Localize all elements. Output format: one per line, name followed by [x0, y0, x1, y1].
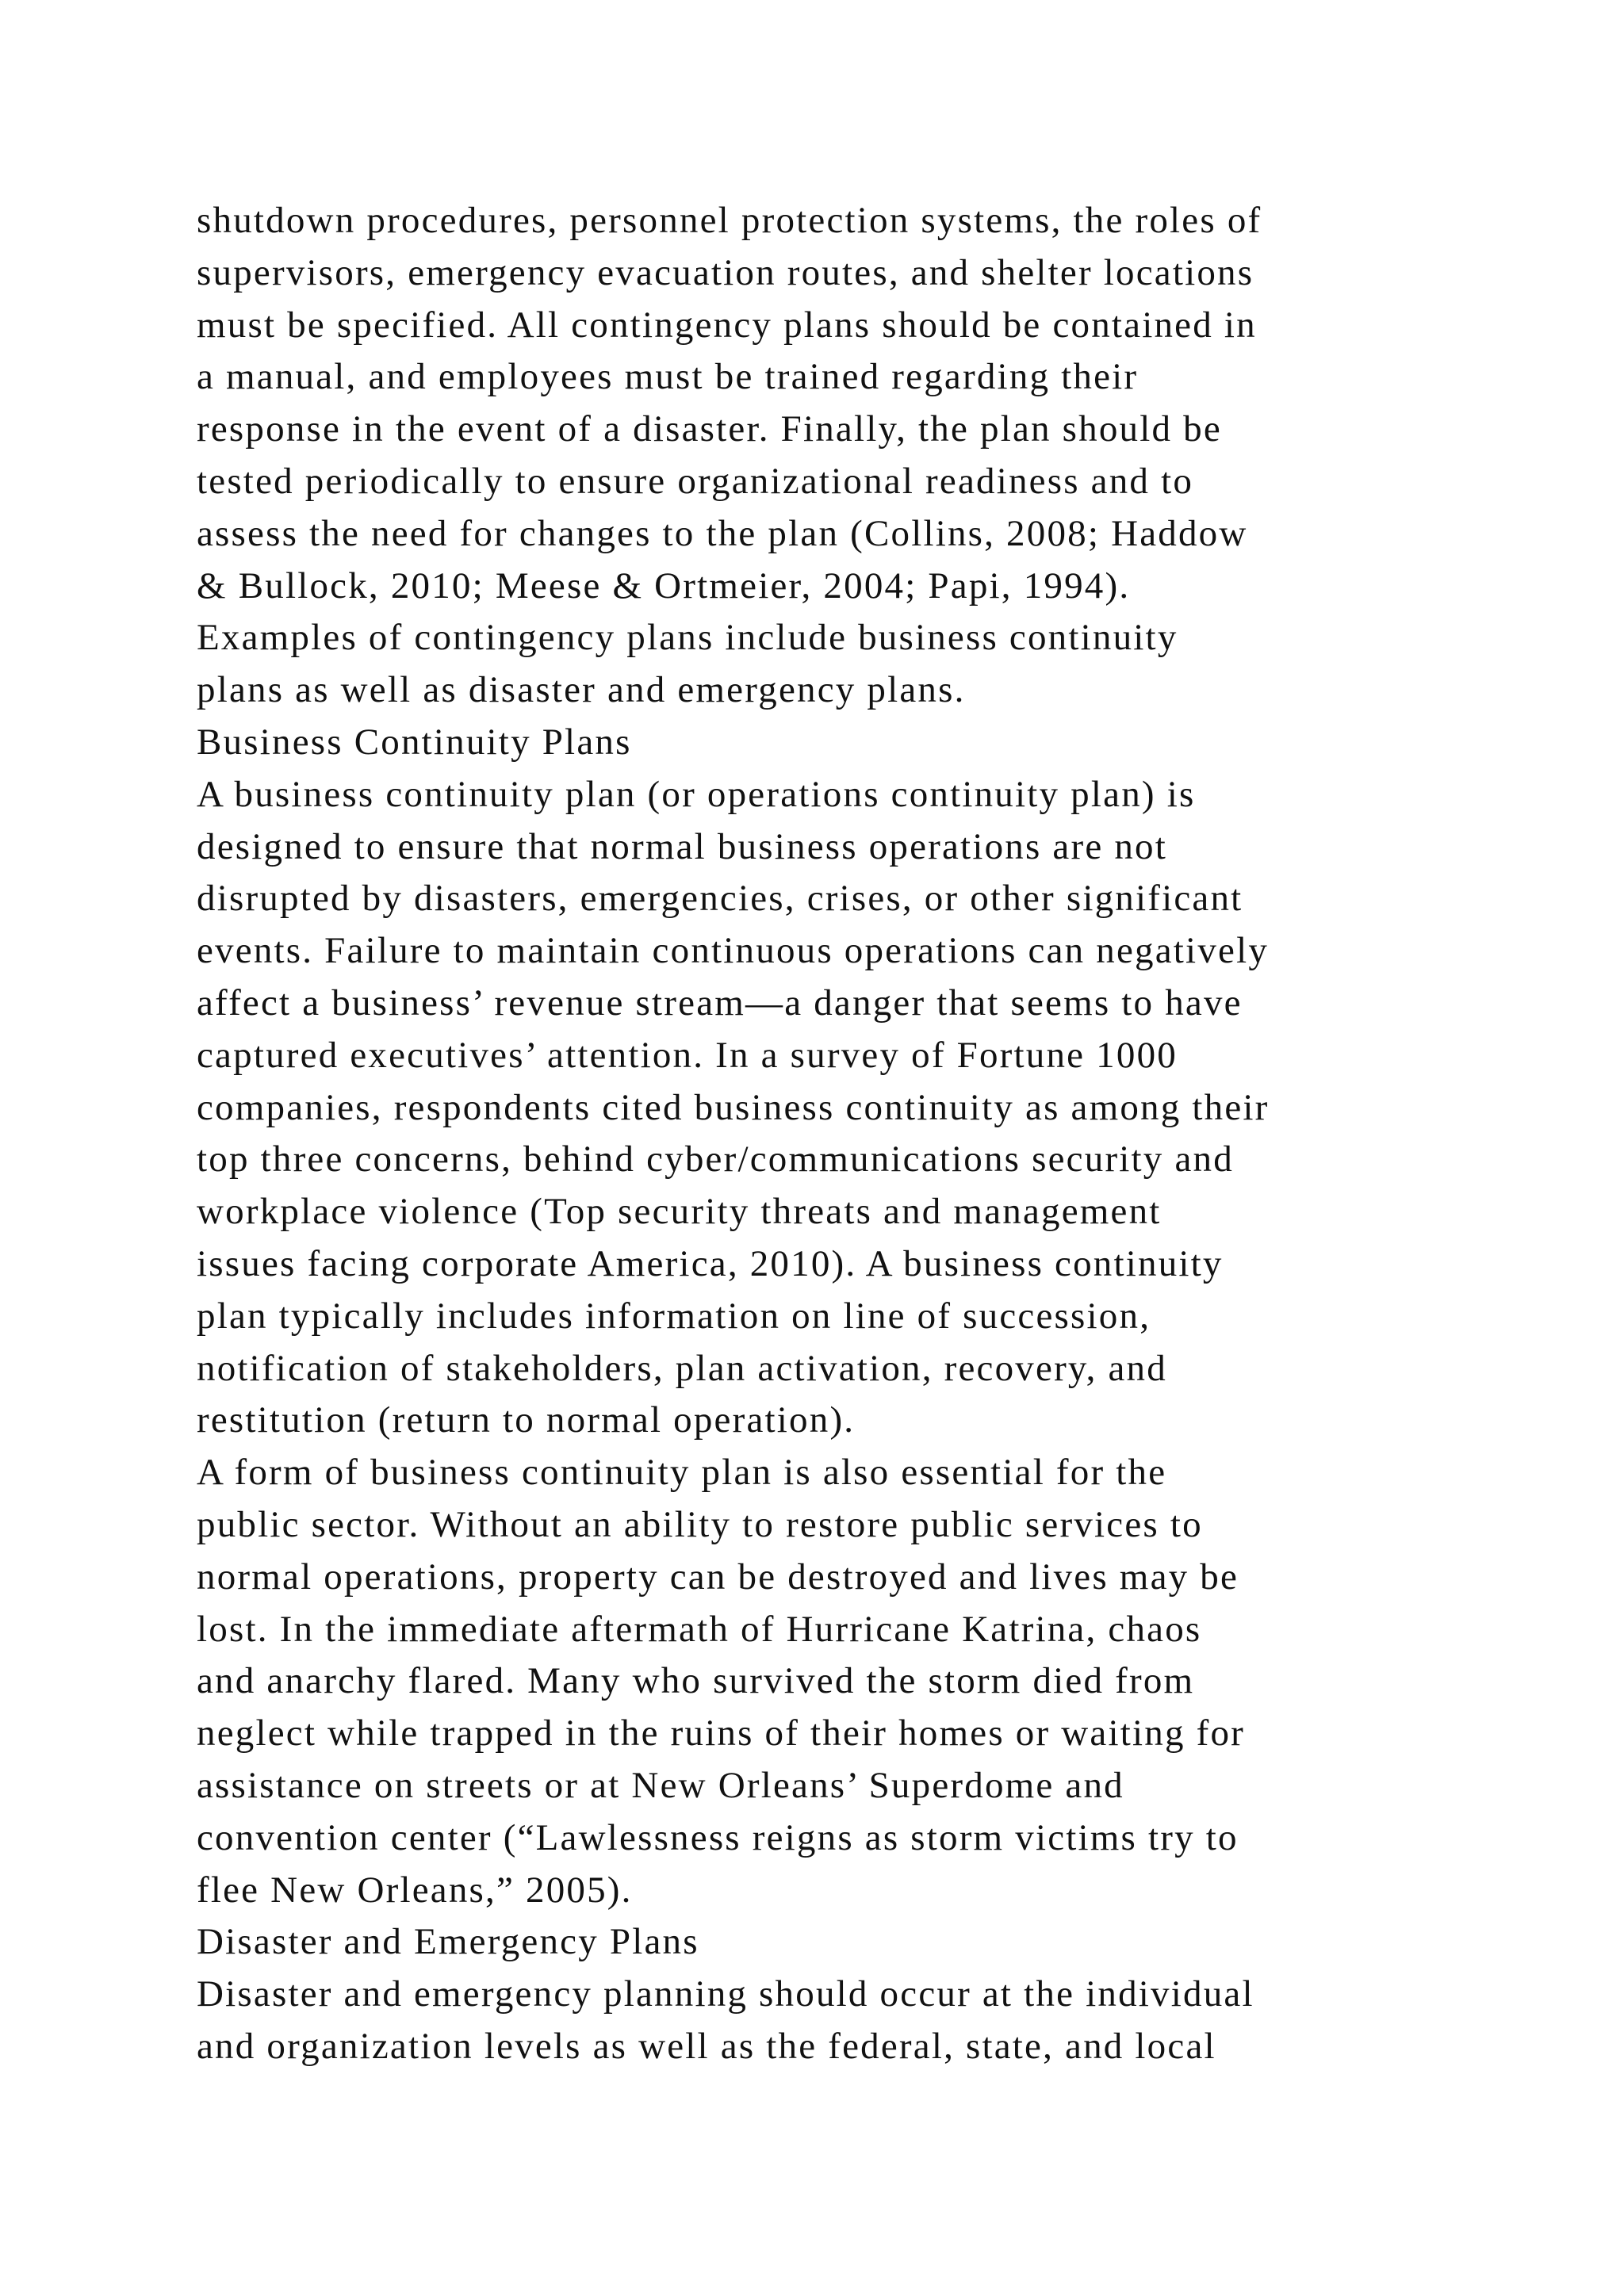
text-line: companies, respondents cited business continuity as among their	[197, 1086, 1270, 1128]
text-line: events. Failure to maintain continuous operations can negatively	[197, 930, 1270, 972]
text-line: workplace violence (Top security threats and management	[197, 1191, 1162, 1233]
text-line: A form of business continuity plan is also essential for the	[197, 1452, 1167, 1494]
text-line: tested periodically to ensure organizational readiness and to	[197, 460, 1194, 502]
text-line: normal operations, property can be destroyed and lives may be	[197, 1556, 1239, 1598]
text-line: assistance on streets or at New Orleans’ Superdome and	[197, 1764, 1124, 1806]
text-line: & Bullock, 2010; Meese & Ortmeier, 2004; Papi, 1994).	[197, 564, 1131, 607]
text-line: restitution (return to normal operation).	[197, 1399, 856, 1441]
text-line: shutdown procedures, personnel protection systems, the roles of	[197, 200, 1262, 241]
text-line: disrupted by disasters, emergencies, crises, or other significant	[197, 878, 1243, 920]
text-line: captured executives’ attention. In a survey of Fortune 1000	[197, 1034, 1178, 1076]
text-line: affect a business’ revenue stream—a danger that seems to have	[197, 982, 1243, 1024]
text-line: response in the event of a disaster. Finally, the plan should be	[197, 408, 1222, 450]
text-line: assess the need for changes to the plan (Collins, 2008; Haddow	[197, 512, 1248, 554]
text-line: A business continuity plan (or operations continuity plan) is	[197, 773, 1196, 815]
text-line: a manual, and employees must be trained regarding their	[197, 356, 1139, 398]
text-line: lost. In the immediate aftermath of Hurricane Katrina, chaos	[197, 1608, 1202, 1650]
text-line: flee New Orleans,” 2005).	[197, 1869, 633, 1911]
text-line: notification of stakeholders, plan activation, recovery, and	[197, 1347, 1167, 1389]
text-line: and anarchy flared. Many who survived the storm died from	[197, 1660, 1195, 1702]
text-line: plans as well as disaster and emergency plans.	[197, 669, 966, 711]
text-line: top three concerns, behind cyber/communications security and	[197, 1138, 1234, 1181]
text-line: convention center (“Lawlessness reigns as storm victims try to	[197, 1816, 1239, 1858]
text-line: issues facing corporate America, 2010). A business continuity	[197, 1242, 1224, 1284]
section-heading-disaster-and-emergency-plans: Disaster and Emergency Plans	[197, 1921, 699, 1963]
text-line: public sector. Without an ability to restore public services to	[197, 1503, 1203, 1545]
text-line: Disaster and emergency planning should occur at the individual	[197, 1973, 1254, 2015]
text-line: neglect while trapped in the ruins of their homes or waiting for	[197, 1712, 1245, 1755]
section-heading-business-continuity-plans: Business Continuity Plans	[197, 721, 632, 763]
text-line: plan typically includes information on line of succession,	[197, 1295, 1151, 1337]
text-line: Examples of contingency plans include business continuity	[197, 617, 1178, 659]
text-line: must be specified. All contingency plans should be contained in	[197, 304, 1257, 346]
text-line: designed to ensure that normal business operations are not	[197, 825, 1167, 867]
text-line: supervisors, emergency evacuation routes, and shelter locations	[197, 251, 1254, 293]
text-line: and organization levels as well as the federal, state, and local	[197, 2025, 1216, 2067]
document-page	[197, 195, 1529, 2073]
